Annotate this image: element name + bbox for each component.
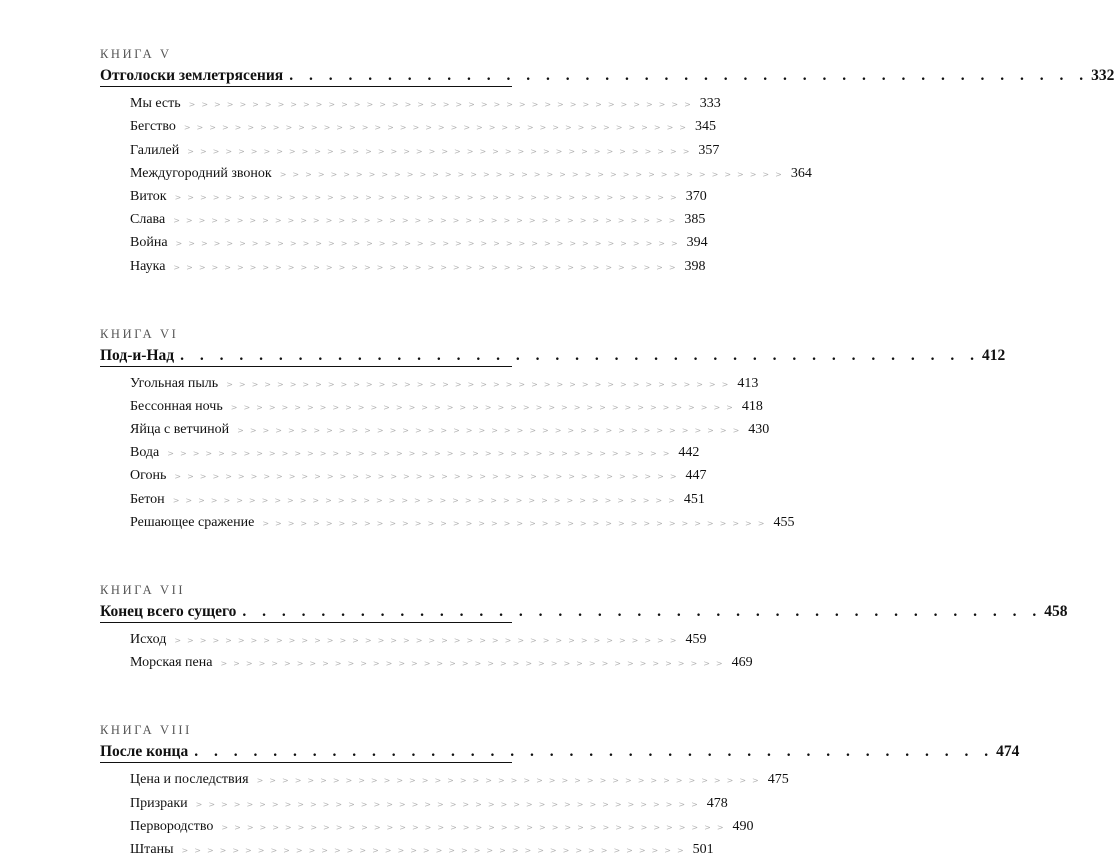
chapter-title: Огонь — [130, 468, 167, 484]
chapter-entry[interactable] — [100, 648, 753, 671]
dot-leader: . . . . . . . . . . . . . . . . . . . . . . . . . . . . . . . . . . . . . . . . . — [289, 67, 1090, 84]
book-title: Конец всего сущего — [100, 602, 237, 620]
dot-leader: >>>>>>>>>>>>>>>>>>>>>>>>>>>>>>>>>>>>>>>> — [181, 845, 690, 855]
chapter-page-number: 501 — [692, 841, 714, 857]
chapter-page-number: 398 — [684, 258, 706, 274]
chapter-title: Виток — [130, 188, 167, 204]
chapter-page-number: 430 — [748, 422, 770, 438]
chapter-title: Призраки — [130, 795, 188, 811]
book-label: КНИГА V — [100, 47, 172, 61]
dot-leader: >>>>>>>>>>>>>>>>>>>>>>>>>>>>>>>>>>>>>>>> — [187, 146, 696, 156]
chapter-title: Междугородний звонок — [130, 165, 272, 181]
dot-leader: >>>>>>>>>>>>>>>>>>>>>>>>>>>>>>>>>>>>>>>> — [173, 216, 682, 226]
dot-leader: >>>>>>>>>>>>>>>>>>>>>>>>>>>>>>>>>>>>>>>> — [195, 799, 704, 809]
book-page-number: 474 — [996, 743, 1020, 761]
book-section — [100, 325, 1006, 531]
chapter-title: Угольная пыль — [130, 375, 219, 391]
chapter-entry[interactable] — [100, 89, 721, 112]
chapter-entry[interactable] — [100, 182, 707, 205]
dot-leader: >>>>>>>>>>>>>>>>>>>>>>>>>>>>>>>>>>>>>>>> — [230, 402, 739, 412]
chapter-page-number: 478 — [706, 795, 728, 811]
chapter-page-number: 459 — [685, 632, 707, 647]
dot-leader: >>>>>>>>>>>>>>>>>>>>>>>>>>>>>>>>>>>>>>>> — [256, 776, 765, 786]
dot-leader: . . . . . . . . . . . . . . . . . . . . . . . . . . . . . . . . . . . . . . . . . — [242, 602, 1043, 620]
dot-leader: >>>>>>>>>>>>>>>>>>>>>>>>>>>>>>>>>>>>>>>> — [172, 495, 681, 505]
chapter-entry[interactable] — [100, 461, 707, 484]
book-label: КНИГА VI — [100, 326, 179, 341]
chapter-entry[interactable] — [100, 765, 789, 788]
chapter-entry[interactable] — [100, 438, 700, 461]
chapter-entry[interactable] — [100, 205, 706, 228]
dot-leader: >>>>>>>>>>>>>>>>>>>>>>>>>>>>>>>>>>>>>>>> — [174, 192, 683, 202]
dot-leader: >>>>>>>>>>>>>>>>>>>>>>>>>>>>>>>>>>>>>>>> — [167, 449, 676, 459]
chapter-title: Галилей — [130, 142, 180, 158]
chapter-title: Первородство — [130, 818, 214, 834]
chapter-title: Бегство — [130, 119, 176, 135]
dot-leader: . . . . . . . . . . . . . . . . . . . . . . . . . . . . . . . . . . . . . . . . . — [194, 743, 995, 761]
book-title: После конца — [100, 743, 189, 761]
chapter-title: Мы есть — [130, 96, 181, 112]
chapter-list — [100, 89, 812, 275]
chapter-page-number: 345 — [694, 119, 716, 135]
chapter-list — [100, 369, 795, 531]
chapter-entry[interactable] — [100, 159, 812, 182]
book-page-number: 332 — [1091, 67, 1114, 84]
chapter-page-number: 490 — [732, 818, 754, 834]
chapter-entry[interactable] — [100, 112, 716, 135]
book-title-row[interactable] — [100, 599, 1068, 623]
chapter-entry[interactable] — [100, 251, 706, 274]
chapter-entry[interactable] — [100, 625, 707, 648]
chapter-list — [100, 625, 753, 671]
chapter-entry[interactable] — [100, 508, 795, 531]
dot-leader: >>>>>>>>>>>>>>>>>>>>>>>>>>>>>>>>>>>>>>>> — [174, 636, 683, 645]
chapter-page-number: 413 — [737, 375, 759, 391]
chapter-title: Бетон — [130, 491, 165, 507]
dot-leader: >>>>>>>>>>>>>>>>>>>>>>>>>>>>>>>>>>>>>>>> — [173, 262, 682, 272]
table-of-contents — [100, 45, 1114, 858]
chapter-entry[interactable] — [100, 135, 720, 158]
chapter-title: Война — [130, 235, 168, 251]
dot-leader: >>>>>>>>>>>>>>>>>>>>>>>>>>>>>>>>>>>>>>>> — [237, 426, 746, 436]
chapter-title: Яйца с ветчиной — [130, 422, 230, 438]
chapter-entry[interactable] — [100, 415, 770, 438]
book-title: Под-и-Над — [100, 346, 175, 364]
chapter-title: Бессонная ночь — [130, 398, 223, 414]
chapter-page-number: 418 — [741, 398, 763, 414]
book-section — [100, 581, 1068, 671]
chapter-page-number: 442 — [678, 445, 700, 461]
chapter-page-number: 370 — [685, 188, 707, 204]
dot-leader: >>>>>>>>>>>>>>>>>>>>>>>>>>>>>>>>>>>>>>>> — [175, 239, 684, 249]
chapter-page-number: 394 — [686, 235, 708, 251]
chapter-entry[interactable] — [100, 228, 708, 251]
book-label: КНИГА VIII — [100, 723, 192, 738]
book-section — [100, 45, 1114, 275]
chapter-entry[interactable] — [100, 812, 754, 835]
chapter-title: Вода — [130, 445, 160, 461]
chapter-page-number: 364 — [790, 165, 812, 181]
book-page-number: 412 — [981, 346, 1006, 364]
chapter-page-number: 455 — [773, 514, 795, 530]
chapter-page-number: 333 — [699, 96, 721, 112]
chapter-title: Цена и последствия — [130, 772, 249, 788]
chapter-entry[interactable] — [100, 788, 728, 811]
chapter-page-number: 469 — [731, 655, 753, 671]
chapter-title: Решающее сражение — [130, 514, 255, 530]
dot-leader: >>>>>>>>>>>>>>>>>>>>>>>>>>>>>>>>>>>>>>>> — [221, 822, 730, 832]
dot-leader: . . . . . . . . . . . . . . . . . . . . . . . . . . . . . . . . . . . . . . . . . — [180, 346, 980, 364]
dot-leader: >>>>>>>>>>>>>>>>>>>>>>>>>>>>>>>>>>>>>>>> — [220, 659, 729, 669]
chapter-list — [100, 765, 789, 858]
dot-leader: >>>>>>>>>>>>>>>>>>>>>>>>>>>>>>>>>>>>>>>> — [188, 100, 697, 110]
dot-leader: >>>>>>>>>>>>>>>>>>>>>>>>>>>>>>>>>>>>>>>> — [262, 518, 771, 528]
chapter-title: Наука — [130, 258, 166, 274]
book-section — [100, 721, 1020, 858]
chapter-entry[interactable] — [100, 484, 705, 507]
chapter-entry[interactable] — [100, 369, 759, 392]
chapter-page-number: 451 — [683, 491, 705, 507]
book-page-number: 458 — [1044, 602, 1068, 620]
chapter-title: Исход — [130, 632, 167, 647]
chapter-entry[interactable] — [100, 835, 714, 858]
chapter-title: Слава — [130, 212, 166, 228]
dot-leader: >>>>>>>>>>>>>>>>>>>>>>>>>>>>>>>>>>>>>>>> — [226, 379, 735, 389]
book-title-row[interactable] — [100, 63, 1114, 87]
chapter-title: Штаны — [130, 841, 174, 857]
book-title-row[interactable] — [100, 739, 1020, 763]
book-label: КНИГА VII — [100, 582, 186, 597]
dot-leader: >>>>>>>>>>>>>>>>>>>>>>>>>>>>>>>>>>>>>>>> — [279, 169, 788, 179]
dot-leader: >>>>>>>>>>>>>>>>>>>>>>>>>>>>>>>>>>>>>>>> — [174, 472, 683, 482]
dot-leader: >>>>>>>>>>>>>>>>>>>>>>>>>>>>>>>>>>>>>>>> — [183, 123, 692, 133]
chapter-page-number: 357 — [698, 142, 720, 158]
chapter-page-number: 385 — [684, 212, 706, 228]
book-title-row[interactable] — [100, 343, 1006, 367]
book-title: Отголоски землетрясения — [100, 67, 284, 84]
chapter-entry[interactable] — [100, 392, 763, 415]
chapter-page-number: 475 — [767, 772, 789, 788]
chapter-page-number: 447 — [685, 468, 707, 484]
chapter-title: Морская пена — [130, 655, 213, 671]
